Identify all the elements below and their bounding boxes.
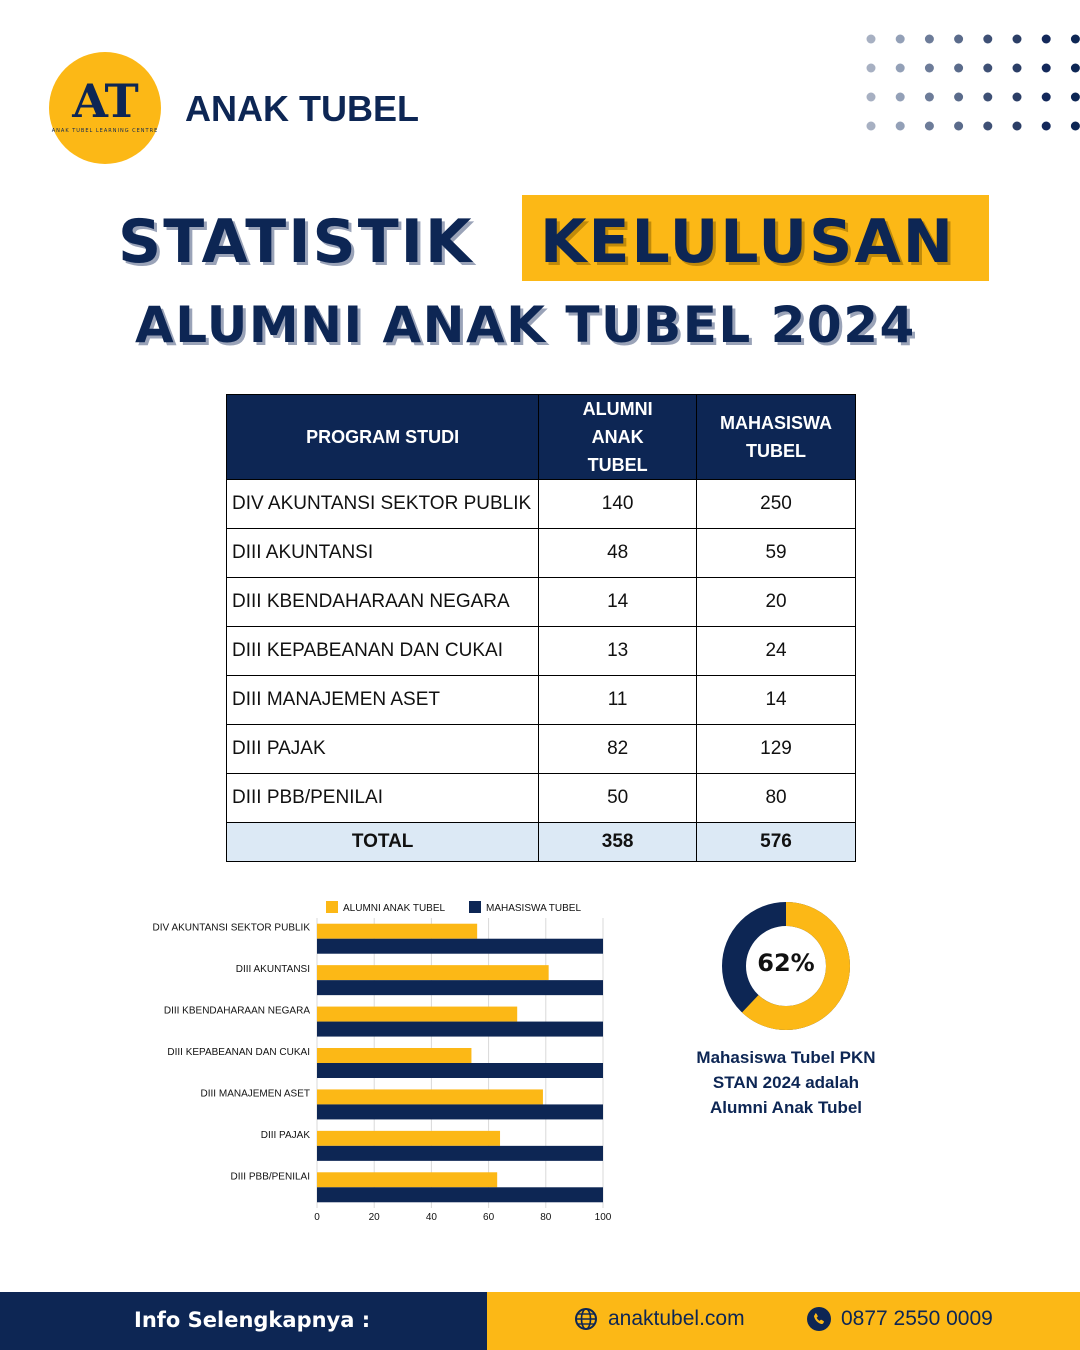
bar [317,1089,543,1104]
program-cell: DIII PBB/PENILAI [227,774,539,823]
website-text[interactable]: anaktubel.com [608,1307,745,1330]
y-category-label: DIII KBENDAHARAAN NEGARA [163,1005,310,1017]
decorative-dot [867,35,876,44]
decorative-dot [954,64,963,73]
program-cell: DIII AKUNTANSI [227,529,539,578]
decorative-dot [954,122,963,131]
donut-caption-line: STAN 2024 adalah [712,1073,860,1092]
decorative-dot [867,122,876,131]
alumni-cell: 48 [539,529,697,578]
alumni-cell: 50 [539,774,697,823]
decorative-dot [1042,93,1051,102]
donut-caption-line: Mahasiswa Tubel PKN [696,1048,876,1067]
title-line1-a [118,200,473,284]
brand-name: ANAK TUBEL [185,88,419,129]
decorative-dot [1013,35,1022,44]
mahasiswa-cell: 24 [697,627,856,676]
mahasiswa-cell: 129 [697,725,856,774]
logo [49,52,161,164]
y-category-label: DIII AKUNTANSI [235,964,310,976]
mahasiswa-cell: 14 [697,676,856,725]
bar [317,924,477,939]
decorative-dot [925,93,934,102]
table-row [227,725,856,774]
decorative-dot [925,64,934,73]
x-tick-label: 80 [540,1212,552,1223]
donut-caption-line: Alumni Anak Tubel [709,1098,863,1117]
decorative-dots [860,28,1080,138]
x-tick-label: 40 [425,1212,437,1223]
footer-phone[interactable] [807,1304,993,1334]
decorative-dot [983,122,992,131]
legend-swatch [469,901,481,913]
program-cell: DIII MANAJEMEN ASET [227,676,539,725]
x-tick-label: 60 [483,1212,495,1223]
table-row [227,529,856,578]
mahasiswa-cell: 20 [697,578,856,627]
y-category-label: DIII PBB/PENILAI [230,1171,310,1183]
header-mahasiswa: MAHASISWA TUBEL [697,395,856,480]
decorative-dot [1042,35,1051,44]
legend-label: MAHASISWA TUBEL [486,903,582,914]
decorative-dot [1013,122,1022,131]
mahasiswa-cell: 80 [697,774,856,823]
donut-percent-label: 62% [757,949,815,977]
decorative-dot [896,35,905,44]
total-value: 358 [539,823,697,862]
decorative-dot [954,35,963,44]
bar [317,1131,500,1146]
table-row [227,676,856,725]
stats-table [226,394,856,862]
globe-icon [574,1307,598,1331]
y-category-label: DIV AKUNTANSI SEKTOR PUBLIK [152,922,310,934]
x-tick-label: 0 [314,1212,320,1223]
alumni-cell: 11 [539,676,697,725]
decorative-dot [925,35,934,44]
table-row [227,480,856,529]
bar [317,1187,603,1202]
alumni-cell: 140 [539,480,697,529]
mahasiswa-cell: 250 [697,480,856,529]
decorative-dot [896,122,905,131]
bar [317,1063,603,1078]
decorative-dot [983,93,992,102]
x-tick-label: 100 [594,1212,612,1223]
donut-caption [676,1045,896,1120]
footer-website[interactable] [574,1304,745,1334]
y-category-label: DIII KEPABEANAN DAN CUKAI [167,1047,310,1058]
bar [317,980,603,995]
y-category-label: DIII PAJAK [260,1129,310,1141]
decorative-dot [983,64,992,73]
alumni-cell: 82 [539,725,697,774]
title-word-kelulusan: KELULUSAN [540,207,955,277]
total-value: 576 [697,823,856,862]
decorative-dot [1013,93,1022,102]
bar-chart [100,890,640,1230]
decorative-dot [896,64,905,73]
bar [317,939,603,954]
logo-initials: AT [72,74,138,128]
bar [317,1022,603,1037]
decorative-dot [954,93,963,102]
legend-label: ALUMNI ANAK TUBEL [343,903,446,914]
decorative-dot [1042,122,1051,131]
logo-subtext: ANAK TUBEL LEARNING CENTRE [51,128,159,134]
phone-icon [807,1307,831,1331]
x-tick-label: 20 [368,1212,380,1223]
program-cell: DIII PAJAK [227,725,539,774]
table-row [227,578,856,627]
title-line2: ALUMNI ANAK TUBEL 2024 [135,296,916,354]
bar [317,1048,471,1063]
decorative-dot [896,93,905,102]
y-category-label: DIII MANAJEMEN ASET [200,1088,310,1100]
decorative-dot [867,64,876,73]
mahasiswa-cell: 59 [697,529,856,578]
total-label: TOTAL [227,823,539,862]
bar [317,1146,603,1161]
table-total-row [227,823,856,862]
alumni-cell: 13 [539,627,697,676]
legend-swatch [326,901,338,913]
program-cell: DIII KBENDAHARAAN NEGARA [227,578,539,627]
alumni-cell: 14 [539,578,697,627]
decorative-dot [1013,64,1022,73]
bar [317,1104,603,1119]
table-row [227,774,856,823]
decorative-dot [925,122,934,131]
table-header-row [227,395,856,480]
decorative-dot [867,93,876,102]
header-alumni: ALUMNI ANAK TUBEL [539,395,697,480]
decorative-dot [1071,93,1080,102]
decorative-dot [1071,122,1080,131]
decorative-dot [983,35,992,44]
phone-text[interactable]: 0877 2550 0009 [841,1307,993,1330]
header-program-studi: PROGRAM STUDI [227,395,539,480]
footer-info-label: Info Selengkapnya : [134,1308,371,1332]
decorative-dot [1071,35,1080,44]
program-cell: DIII KEPABEANAN DAN CUKAI [227,627,539,676]
decorative-dot [1042,64,1051,73]
bar [317,965,549,980]
table-row [227,627,856,676]
bar [317,1007,517,1022]
title-word-statistik: STATISTIK [118,207,474,277]
program-cell: DIV AKUNTANSI SEKTOR PUBLIK [227,480,539,529]
decorative-dot [1071,64,1080,73]
bar [317,1172,497,1187]
